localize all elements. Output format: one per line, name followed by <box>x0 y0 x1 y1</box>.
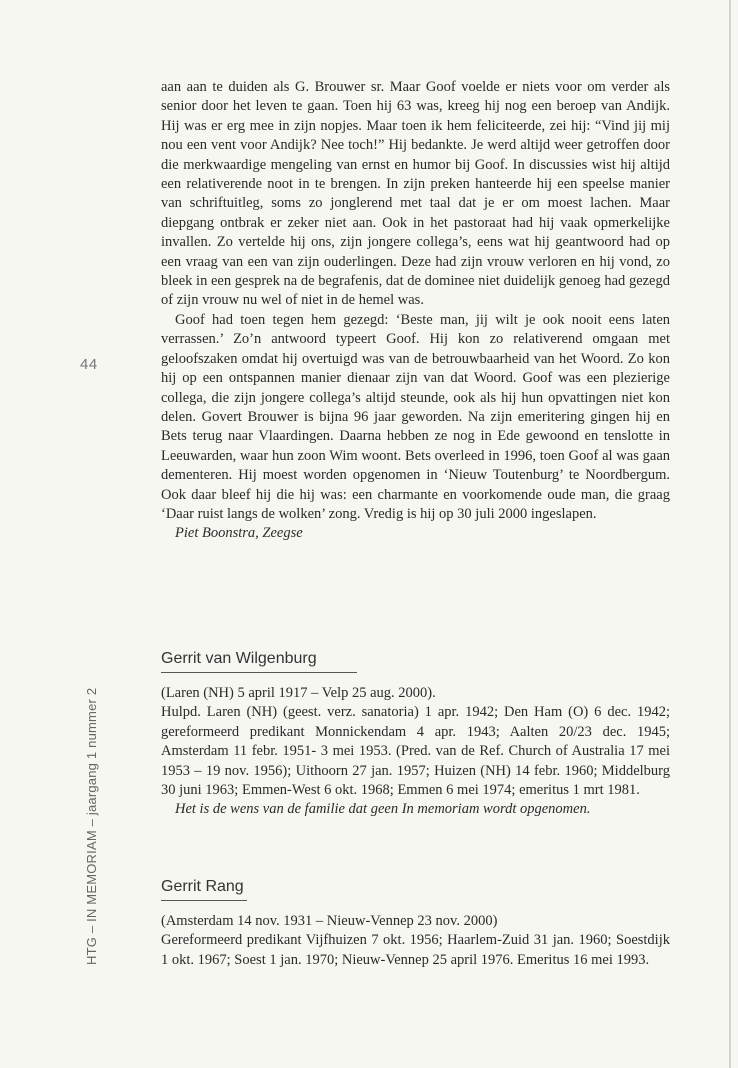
page-number: 44 <box>80 356 98 373</box>
article-body <box>161 78 670 544</box>
section-rang <box>161 912 670 970</box>
paragraph-2: Goof had toen tegen hem gezegd: ‘Beste man, jij wilt je ook nooit eens laten verrassen.’ Zo’n antwoord typeert Goof. Hij kon zo relativerend omgaan met geloofszaken omdat hij overtuigd was van de betrouwbaarheid van het Woord. Zo kon hij op een ontspannen manier dienaar zijn van dat Woord. Goof was een plezierige collega, die zijn jongere collega’s altijd steunde, ook als hij hun opvattingen niet kon delen. Govert Brouwer is bijna 96 jaar geworden. Na zijn emeritering gingen hij en Bets terug naar Vlaardingen. Daarna hebben ze nog in Ede gewoond en tenslotte in Leeuwarden, waar hun zoon Wim woont. Bets overleed in 1996, toen Goof al was gaan dementeren. Hij moest worden opgenomen in ‘Nieuw Toutenburg’ te Noordbergum. Ook daar bleef hij die hij was: een charmante en voorkomende oude man, die graag ‘Daar ruist langs de wolken’ zong. Vredig is hij op 30 juli 2000 ingeslapen. <box>161 311 670 522</box>
section-van-wilgenburg <box>161 684 670 820</box>
biography-dates: (Amsterdam 14 nov. 1931 – Nieuw-Vennep 23 nov. 2000) <box>161 913 498 929</box>
biography-career: Hulpd. Laren (NH) (geest. verz. sanatoria) 1 apr. 1942; Den Ham (O) 6 dec. 1942; gereformeerd predikant Monnickendam 4 apr. 1943; Aalten 20/23 dec. 1945; Amsterdam 11 febr. 1951- 3 mei 1953. (Pred. van de Ref. Church of Australia 17 mei 1953 – 19 nov. 1956); Uithoorn 27 jan. 1957; Huizen (NH) 14 febr. 1960; Middelburg 30 juni 1963; Emmen-West 6 okt. 1968; Emmen 6 mei 1974; emeritus 1 mrt 1981. <box>161 704 670 799</box>
running-title: HTG – IN MEMORIAM – jaargang 1 nummer 2 <box>84 687 99 965</box>
biography-career: Gereformeerd predikant Vijfhuizen 7 okt. 1956; Haarlem-Zuid 31 jan. 1960; Soestdijk 1 okt. 1967; Soest 1 jan. 1970; Nieuw-Vennep 25 april 1976. Emeritus 16 mei 1993. <box>161 932 670 968</box>
signature: Piet Boonstra, Zeegse <box>175 525 303 542</box>
biography-dates: (Laren (NH) 5 april 1917 – Velp 25 aug. 2000). <box>161 685 436 701</box>
paragraph-1: aan aan te duiden als G. Brouwer sr. Maar Goof voelde er niets voor om verder als senior door het leven te gaan. Toen hij 63 was, kreeg hij nog een beroep van Andijk. Hij was er erg mee in zijn nopjes. Maar toen ik hem feliciteerde, zei hij: “Vind jij mij nou een vent voor Andijk? Nee toch!” Hij bedankte. Je werd altijd weer getroffen door die merkwaardige mengeling van ernst en humor bij Goof. In discussies wist hij altijd een relativerende noot in te brengen. In zijn preken hanteerde hij een speelse manier van schriftuitleg, soms zo jonglerend met taal dat je er om moest lachen. Maar diepgang ontbrak er zeker niet aan. Ook in het pastoraat had hij vaak opmerkelijke invallen. Zo vertelde hij ons, zijn jongere collega’s, eens wat hij geantwoord had op een vraag van een van zijn ouderlingen. Deze had zijn vrouw verloren en hij vond, zo bleek in een gesprek na de begrafenis, dat de dominee niet duidelijk genoeg had gezegd of zijn vrouw nu wel of niet in de hemel was. <box>161 79 670 309</box>
page-edge-shadow <box>729 0 731 1068</box>
family-note: Het is de wens van de familie dat geen In memoriam wordt opgenomen. <box>175 801 591 818</box>
section-heading-van-wilgenburg: Gerrit van Wilgenburg <box>161 650 357 673</box>
section-heading-rang: Gerrit Rang <box>161 878 247 901</box>
